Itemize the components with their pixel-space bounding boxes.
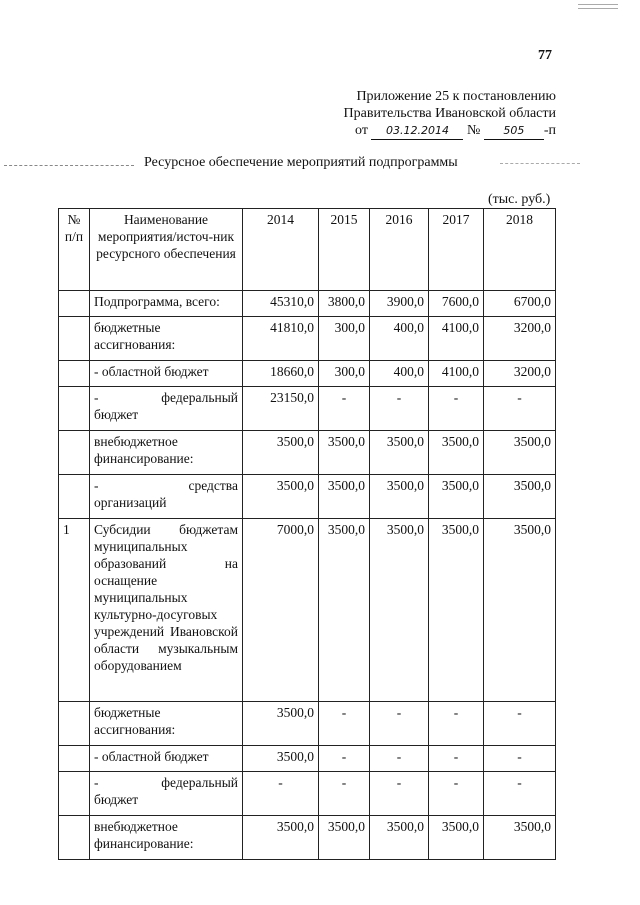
value-2018: - xyxy=(484,702,556,746)
table-row xyxy=(59,746,556,772)
value-2017: 3500,0 xyxy=(429,431,484,475)
value-2017: 4100,0 xyxy=(429,361,484,387)
row-name-part: федеральный xyxy=(161,775,238,790)
header-2016: 2016 xyxy=(370,209,429,291)
value-2015: 3500,0 xyxy=(319,816,370,860)
value-2014: 3500,0 xyxy=(243,431,319,475)
row-num xyxy=(59,291,90,317)
number-label: № xyxy=(466,123,481,138)
row-num xyxy=(59,746,90,772)
table-row xyxy=(59,519,556,702)
value-2015: 300,0 xyxy=(319,317,370,361)
table-row xyxy=(59,772,556,816)
value-2018: - xyxy=(484,746,556,772)
row-num xyxy=(59,816,90,860)
table-row xyxy=(59,702,556,746)
row-num xyxy=(59,317,90,361)
value-2015: - xyxy=(319,702,370,746)
value-2014: 3500,0 xyxy=(243,816,319,860)
value-2017: - xyxy=(429,746,484,772)
value-2018: 3500,0 xyxy=(484,519,556,702)
value-2018: 3500,0 xyxy=(484,431,556,475)
table-row xyxy=(59,475,556,519)
row-name xyxy=(90,475,243,519)
row-name-dash: - xyxy=(94,478,99,493)
value-2018: 3200,0 xyxy=(484,361,556,387)
header-2015: 2015 xyxy=(319,209,370,291)
value-2016: - xyxy=(370,772,429,816)
value-2014: 18660,0 xyxy=(243,361,319,387)
table-header-row xyxy=(59,209,556,291)
row-name-part: федеральный xyxy=(161,390,238,405)
value-2017: - xyxy=(429,772,484,816)
title-row xyxy=(0,155,640,175)
header-line-1: Приложение 25 к постановлению xyxy=(356,89,556,104)
row-num xyxy=(59,431,90,475)
value-2016: 3900,0 xyxy=(370,291,429,317)
row-name-part: средства xyxy=(188,478,238,493)
value-2018: 6700,0 xyxy=(484,291,556,317)
value-2014: 3500,0 xyxy=(243,746,319,772)
row-name xyxy=(90,387,243,431)
row-name-part: бюджет xyxy=(94,407,139,422)
value-2015: - xyxy=(319,387,370,431)
value-2015: 3500,0 xyxy=(319,519,370,702)
page-number: 77 xyxy=(538,48,552,63)
units-label: (тыс. руб.) xyxy=(488,192,551,207)
dashed-line-left xyxy=(4,165,134,166)
value-2016: - xyxy=(370,702,429,746)
value-2018: - xyxy=(484,387,556,431)
value-2014: 45310,0 xyxy=(243,291,319,317)
value-2016: 400,0 xyxy=(370,361,429,387)
document-title: Ресурсное обеспечение мероприятий подпрограммы xyxy=(144,155,458,170)
row-name: - областной бюджет xyxy=(90,361,243,387)
value-2015: 300,0 xyxy=(319,361,370,387)
value-2016: - xyxy=(370,387,429,431)
value-2018: 3200,0 xyxy=(484,317,556,361)
row-name-part: организаций xyxy=(94,495,167,510)
header-line-2: Правительства Ивановской области xyxy=(343,106,556,121)
value-2014: 23150,0 xyxy=(243,387,319,431)
row-name: внебюджетное финансирование: xyxy=(90,431,243,475)
row-name: бюджетные ассигнования: xyxy=(90,317,243,361)
value-2017: 4100,0 xyxy=(429,317,484,361)
resource-table xyxy=(58,208,556,860)
from-label: от xyxy=(355,123,368,138)
value-2015: 3500,0 xyxy=(319,475,370,519)
row-name: Подпрограмма, всего: xyxy=(90,291,243,317)
value-2016: 3500,0 xyxy=(370,475,429,519)
header-line-3 xyxy=(344,122,556,140)
row-name: внебюджетное финансирование: xyxy=(90,816,243,860)
table-row xyxy=(59,387,556,431)
value-2016: 400,0 xyxy=(370,317,429,361)
scan-artifact xyxy=(578,4,618,16)
table-row xyxy=(59,816,556,860)
row-name-part: бюджет xyxy=(94,792,139,807)
value-2017: - xyxy=(429,702,484,746)
value-2015: 3800,0 xyxy=(319,291,370,317)
row-num xyxy=(59,772,90,816)
row-name: Субсидии бюджетам муниципальных образований на оснащение муниципальных культурно-досуговых учреждений Ивановской области музыкальным оборудованием xyxy=(90,519,243,702)
value-2017: 3500,0 xyxy=(429,816,484,860)
number-suffix: -п xyxy=(543,123,556,138)
value-2014: 3500,0 xyxy=(243,702,319,746)
row-num xyxy=(59,702,90,746)
table-row xyxy=(59,431,556,475)
row-name-dash: - xyxy=(94,775,99,790)
value-2017: 3500,0 xyxy=(429,519,484,702)
dashed-line-right xyxy=(500,163,580,164)
table-row xyxy=(59,361,556,387)
table-row xyxy=(59,317,556,361)
value-2016: - xyxy=(370,746,429,772)
value-2014: 7000,0 xyxy=(243,519,319,702)
value-2014: 3500,0 xyxy=(243,475,319,519)
value-2015: - xyxy=(319,772,370,816)
row-num xyxy=(59,387,90,431)
value-2014: - xyxy=(243,772,319,816)
value-2017: 7600,0 xyxy=(429,291,484,317)
table-row xyxy=(59,291,556,317)
value-2018: 3500,0 xyxy=(484,816,556,860)
value-2016: 3500,0 xyxy=(370,431,429,475)
header-2018: 2018 xyxy=(484,209,556,291)
row-num: 1 xyxy=(59,519,90,702)
row-name xyxy=(90,772,243,816)
document-header xyxy=(344,88,556,140)
row-name-dash: - xyxy=(94,390,99,405)
value-2018: - xyxy=(484,772,556,816)
value-2018: 3500,0 xyxy=(484,475,556,519)
value-2015: 3500,0 xyxy=(319,431,370,475)
value-2017: - xyxy=(429,387,484,431)
value-2014: 41810,0 xyxy=(243,317,319,361)
row-num xyxy=(59,475,90,519)
row-name: - областной бюджет xyxy=(90,746,243,772)
row-num xyxy=(59,361,90,387)
value-2015: - xyxy=(319,746,370,772)
handwritten-date: 03.12.2014 xyxy=(371,122,463,140)
header-num: № п/п xyxy=(59,209,90,291)
value-2016: 3500,0 xyxy=(370,816,429,860)
handwritten-number: 505 xyxy=(484,122,544,140)
header-name: Наименование мероприятия/источ-ник ресурсного обеспечения xyxy=(90,209,243,291)
header-2017: 2017 xyxy=(429,209,484,291)
row-name: бюджетные ассигнования: xyxy=(90,702,243,746)
value-2017: 3500,0 xyxy=(429,475,484,519)
header-2014: 2014 xyxy=(243,209,319,291)
value-2016: 3500,0 xyxy=(370,519,429,702)
